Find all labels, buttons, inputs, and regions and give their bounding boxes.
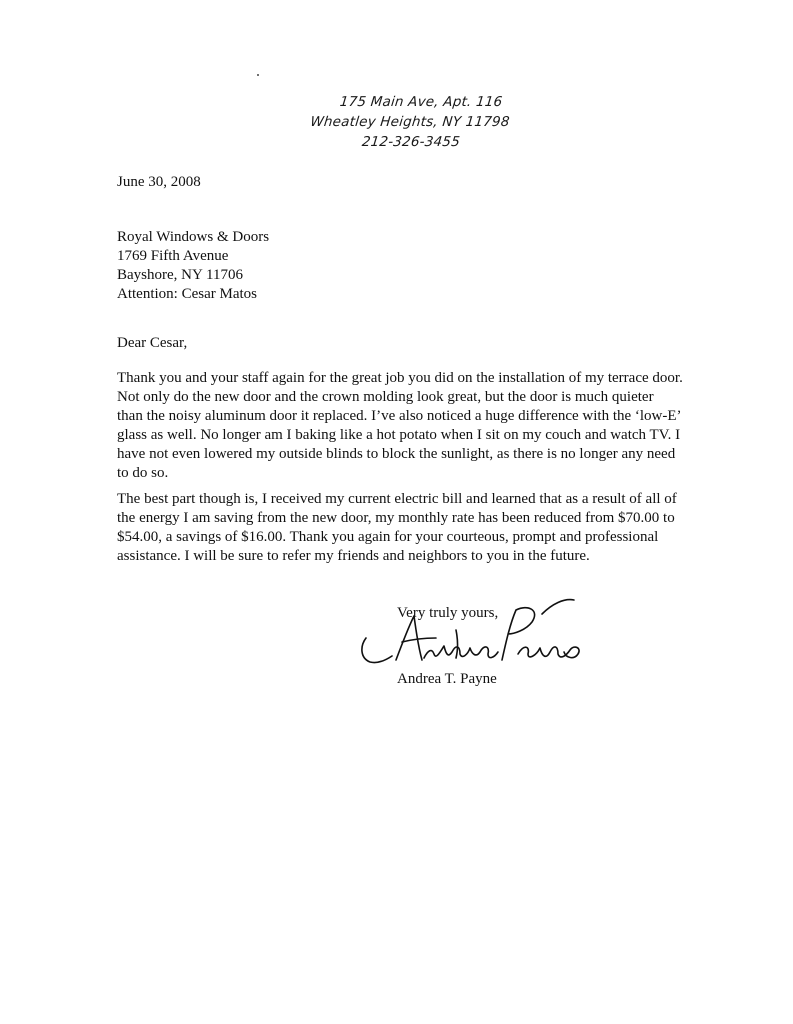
- recipient-attention: Attention: Cesar Matos: [117, 286, 257, 302]
- phone-number: 212-326-3455: [361, 134, 461, 150]
- recipient-street: 1769 Fifth Avenue: [117, 248, 229, 264]
- recipient-company: Royal Windows & Doors: [117, 229, 270, 245]
- body-paragraph-2: The best part though is, I received my current electric bill and learned that as a result of all of the energy I am saving from the new door, my monthly rate has been reduced from $70.00 to $54.00, a savings of $16.00. Thank you again for your courteous, prompt and professional assistance. I will be sure to refer my friends and neighbors to you in the future.: [117, 491, 677, 564]
- salutation: Dear Cesar,: [117, 335, 188, 351]
- recipient-address: [117, 228, 269, 304]
- address-line-2: Wheatley Heights, NY 11798: [309, 114, 511, 130]
- body-paragraph-1: Thank you and your staff again for the great job you did on the installation of my terrace door. Not only do the new door and the crown molding look great, but the door is much quieter than the noisy aluminum door it replaced. I’ve also noticed a huge difference with the ‘low-E’ glass as well. No longer am I baking like a hot potato when I sit on my couch and watch TV. I have not even lowered my outside blinds to block the sunlight, as there is no longer any need to do so.: [117, 370, 683, 481]
- recipient-city-state-zip: Bayshore, NY 11706: [117, 267, 243, 283]
- signer-name: Andrea T. Payne: [397, 671, 497, 687]
- handwritten-signature-icon: [352, 594, 592, 680]
- address-line-1: 175 Main Ave, Apt. 116: [338, 94, 504, 110]
- closing: Very truly yours,: [397, 605, 499, 621]
- letter-date: June 30, 2008: [117, 174, 201, 190]
- return-address: [247, 92, 573, 152]
- scan-speck: [257, 74, 259, 76]
